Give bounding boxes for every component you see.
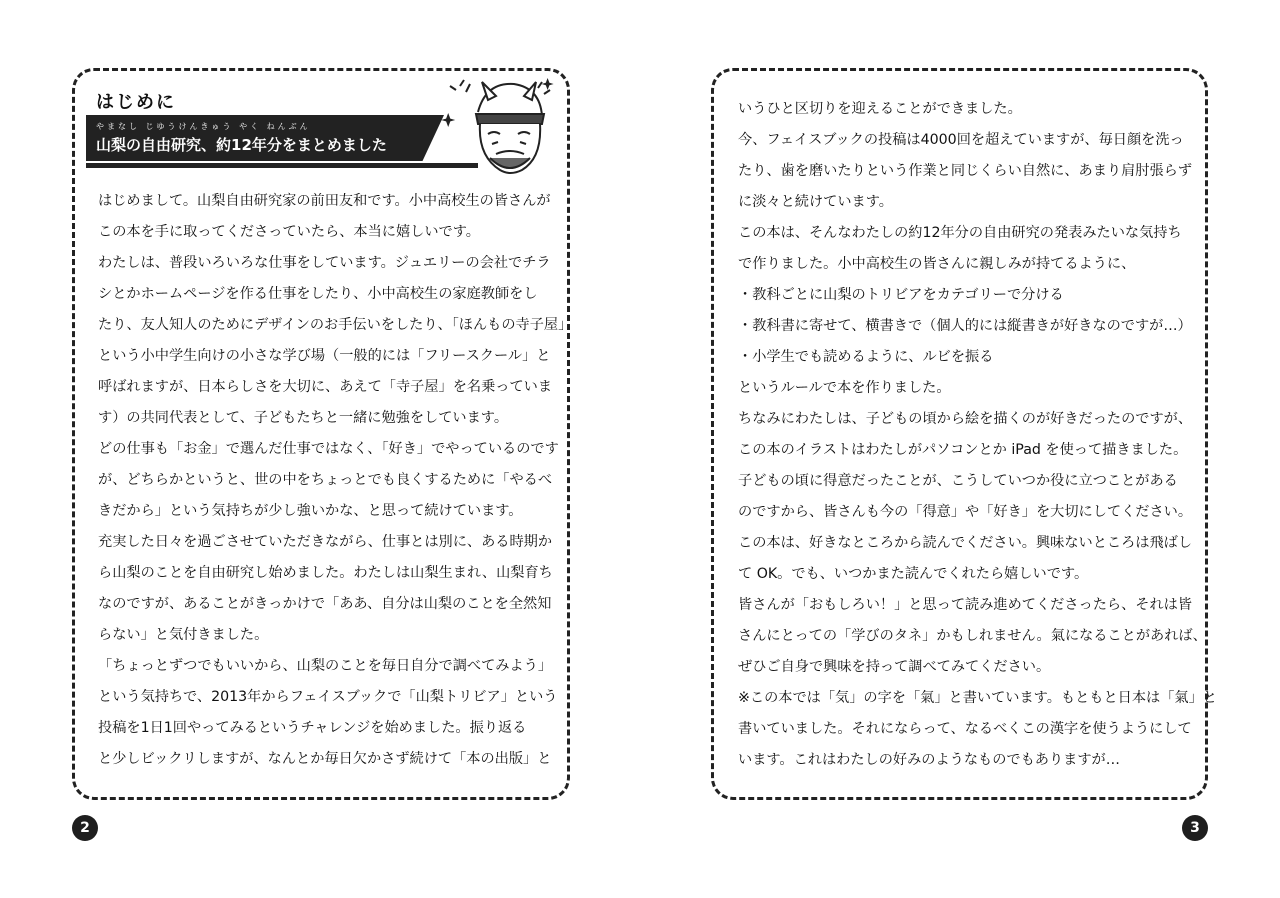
text-line: 投稿を1日1回やってみるというチャレンジを始めました。振り返る — [98, 720, 527, 736]
text-line: この本のイラストはわたしがパソコンとか iPad を使って描きました。 — [738, 442, 1188, 458]
text-line: と少しビックリしますが、なんとか毎日欠かさず続けて「本の出版」と — [98, 751, 552, 767]
text-line: 「ちょっとずつでもいいから、山梨のことを毎日自分で調べてみよう」 — [98, 658, 553, 674]
page-number-right: 3 — [1182, 815, 1208, 841]
text-line: なのですが、あることがきっかけで「ああ、自分は山梨のことを全然知 — [98, 596, 552, 612]
page-title: 山梨の自由研究、約12年分をまとめました — [96, 136, 387, 154]
text-line: 呼ばれますが、日本らしさを大切に、あえて「寺子屋」を名乗っていま — [98, 379, 553, 395]
text-line: 今、フェイスブックの投稿は4000回を超えていますが、毎日顔を洗っ — [738, 132, 1184, 148]
title-ruby: やまなし じゆうけんきゅう やく ねんぶん — [96, 122, 311, 131]
text-line: さんにとっての「学びのタネ」かもしれません。氣になることがあれば、 — [738, 628, 1207, 644]
text-line: ぜひご自身で興味を持って調べてみてください。 — [738, 659, 1051, 675]
text-line: たり、歯を磨いたりという作業と同じくらい自然に、あまり肩肘張らず — [738, 163, 1193, 179]
text-line: 皆さんが「おもしろい！」と思って読み進めてくださったら、それは皆 — [738, 597, 1193, 613]
text-line: 子どもの頃に得意だったことが、こうしていつか役に立つことがある — [738, 473, 1178, 489]
text-line: に淡々と続けています。 — [738, 194, 893, 210]
text-line: この本は、好きなところから読んでください。興味ないところは飛ばし — [738, 535, 1193, 551]
section-label: はじめに — [96, 92, 176, 113]
text-line: いうひと区切りを迎えることができました。 — [738, 101, 1022, 117]
text-line: この本を手に取ってくださっていたら、本当に嬉しいです。 — [98, 224, 480, 240]
text-line: ・教科書に寄せて、横書きで（個人的には縦書きが好きなのですが…） — [738, 318, 1192, 334]
page-number-left: 2 — [72, 815, 98, 841]
text-line: 充実した日々を過ごさせていただきながら、仕事とは別に、ある時期か — [98, 534, 553, 550]
text-line: て OK。でも、いつかまた読んでくれたら嬉しいです。 — [738, 566, 1089, 582]
text-line: という小中学生向けの小さな学び場（一般的には「フリースクール」と — [98, 348, 551, 364]
text-line: ちなみにわたしは、子どもの頃から絵を描くのが好きだったのですが、 — [738, 411, 1193, 427]
text-line: きだから」という気持ちが少し強いかな、と思って続けています。 — [98, 503, 523, 519]
text-line: というルールで本を作りました。 — [738, 380, 951, 396]
text-line: が、どちらかというと、世の中をちょっとでも良くするために「やるべ — [98, 472, 553, 488]
text-line: います。これはわたしの好みのようなものでもありますが… — [738, 752, 1120, 768]
right-body-text — [738, 94, 1217, 776]
title-underline — [86, 163, 478, 168]
text-line: 書いていました。それにならって、なるべくこの漢字を使うようにして — [738, 721, 1192, 737]
text-line: す）の共同代表として、子どもたちと一緒に勉強をしています。 — [98, 410, 509, 426]
text-line: という気持ちで、2013年からフェイスブックで「山梨トリビア」という — [98, 689, 558, 705]
text-line: のですから、皆さんも今の「得意」や「好き」を大切にしてください。 — [738, 504, 1193, 520]
text-line: わたしは、普段いろいろな仕事をしています。ジュエリーの会社でチラ — [98, 255, 551, 271]
left-body-text — [98, 186, 572, 775]
samurai-mascot-illustration — [430, 78, 560, 178]
text-line: らない」と気付きました。 — [98, 627, 269, 643]
text-line: ら山梨のことを自由研究し始めました。わたしは山梨生まれ、山梨育ち — [98, 565, 553, 581]
text-line: ・小学生でも読めるように、ルビを振る — [738, 349, 994, 365]
text-line: で作りました。小中高校生の皆さんに親しみが持てるように、 — [738, 256, 1136, 272]
text-line: どの仕事も「お金」で選んだ仕事ではなく、「好き」でやっているのです — [98, 441, 559, 457]
text-line: はじめまして。山梨自由研究家の前田友和です。小中高校生の皆さんが — [98, 193, 551, 209]
text-line: ・教科ごとに山梨のトリビアをカテゴリーで分ける — [738, 287, 1064, 303]
text-line: たり、友人知人のためにデザインのお手伝いをしたり、「ほんもの寺子屋」 — [98, 317, 573, 333]
text-line: ※この本では「気」の字を「氣」と書いています。もともと日本は「氣」と — [738, 690, 1217, 706]
text-line: この本は、そんなわたしの約12年分の自由研究の発表みたいな気持ち — [738, 225, 1182, 241]
text-line: シとかホームページを作る仕事をしたり、小中高校生の家庭教師をし — [98, 286, 538, 302]
